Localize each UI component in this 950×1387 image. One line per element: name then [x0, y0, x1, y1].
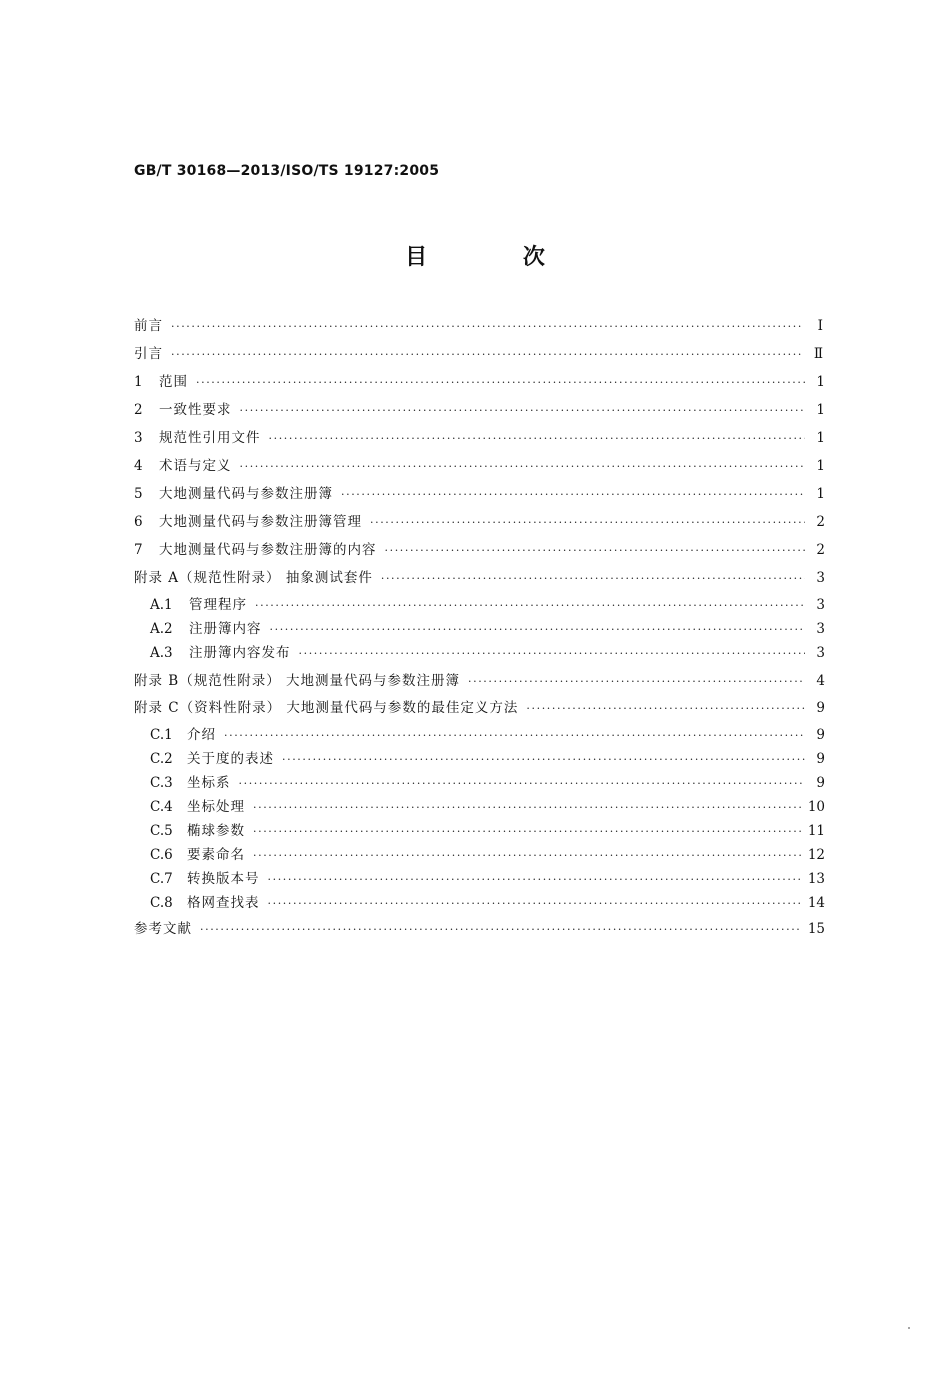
- toc-page-number: 2: [816, 514, 825, 530]
- toc-entry-text: 管理程序: [189, 597, 247, 613]
- toc-entry-text: 坐标处理: [187, 799, 245, 815]
- scan-speck: [908, 1327, 910, 1329]
- toc-dot-leader: [268, 871, 802, 889]
- toc-page-number: 4: [816, 673, 825, 689]
- toc-entry-annex-b[interactable]: [134, 672, 825, 691]
- toc-entry-number: C.2: [150, 751, 173, 767]
- toc-page-number: Ⅰ: [817, 318, 823, 334]
- toc-dot-leader: [239, 775, 806, 793]
- toc-entry-text: 要素命名: [187, 847, 245, 863]
- toc-entry-text: 术语与定义: [159, 458, 232, 474]
- toc-dot-leader: [270, 621, 806, 639]
- toc-entry-1[interactable]: [134, 373, 825, 392]
- toc-entry-text: 附录 C（资料性附录） 大地测量代码与参数的最佳定义方法: [134, 700, 519, 716]
- toc-entry-a3[interactable]: [150, 644, 825, 663]
- toc-entry-text: 范围: [159, 374, 188, 390]
- toc-page-number: 3: [816, 621, 825, 637]
- toc-page-number: 1: [816, 486, 825, 502]
- toc-entry-a1[interactable]: [150, 596, 825, 615]
- toc-dot-leader: [526, 700, 805, 718]
- toc-entry-text: 一致性要求: [159, 402, 232, 418]
- toc-dot-leader: [253, 847, 802, 865]
- toc-page-number: 10: [807, 799, 825, 815]
- toc-dot-leader: [468, 673, 805, 691]
- toc-entry-c1[interactable]: [150, 726, 825, 745]
- toc-entry-a2[interactable]: [150, 620, 825, 639]
- toc-entry-number: 2: [134, 402, 143, 418]
- toc-entry-c2[interactable]: [150, 750, 825, 769]
- toc-title: 目 次: [405, 245, 589, 270]
- toc-entry-number: 6: [134, 514, 143, 530]
- toc-dot-leader: [255, 597, 805, 615]
- toc-page-number: 14: [807, 895, 825, 911]
- toc-page-number: 3: [816, 597, 825, 613]
- toc-entry-number: C.7: [150, 871, 173, 887]
- toc-entry-text: 大地测量代码与参数注册簿: [159, 486, 333, 502]
- toc-entry-c5[interactable]: [150, 822, 825, 841]
- toc-dot-leader: [381, 570, 805, 588]
- toc-entry-bibliography[interactable]: [134, 920, 825, 939]
- toc-dot-leader: [269, 430, 806, 448]
- toc-entry-text: 引言: [134, 346, 163, 362]
- toc-entry-c8[interactable]: [150, 894, 825, 913]
- toc-entry-text: 前言: [134, 318, 163, 334]
- toc-dot-leader: [370, 514, 805, 532]
- toc-page-number: 9: [816, 775, 825, 791]
- toc-dot-leader: [196, 374, 805, 392]
- toc-entry-number: 1: [134, 374, 143, 390]
- toc-entry-c7[interactable]: [150, 870, 825, 889]
- toc-page-number: 3: [816, 570, 825, 586]
- toc-page-number: 1: [816, 374, 825, 390]
- toc-entry-7[interactable]: [134, 541, 825, 560]
- toc-entry-text: 附录 B（规范性附录） 大地测量代码与参数注册簿: [134, 673, 461, 689]
- toc-entry-text: 大地测量代码与参数注册簿管理: [159, 514, 362, 530]
- toc-page-number: 9: [816, 751, 825, 767]
- toc-entry-3[interactable]: [134, 429, 825, 448]
- toc-entry-annex-a[interactable]: [134, 569, 825, 588]
- toc-entry-text: 注册簿内容: [189, 621, 262, 637]
- toc-entry-number: C.3: [150, 775, 173, 791]
- toc-dot-leader: [224, 727, 805, 745]
- toc-entry-annex-c[interactable]: [134, 699, 825, 718]
- toc-page-number: 1: [816, 402, 825, 418]
- toc-dot-leader: [171, 318, 803, 336]
- toc-entry-number: C.6: [150, 847, 173, 863]
- toc-entry-5[interactable]: [134, 485, 825, 504]
- toc-page-number: 9: [816, 700, 825, 716]
- toc-entry-text: 椭球参数: [187, 823, 245, 839]
- toc-page-number: 13: [807, 871, 825, 887]
- toc-page-number: 1: [816, 458, 825, 474]
- toc-dot-leader: [240, 402, 806, 420]
- toc-page-number: 2: [816, 542, 825, 558]
- toc-page-number: 3: [816, 645, 825, 661]
- toc-entry-text: 坐标系: [187, 775, 231, 791]
- toc-dot-leader: [253, 823, 802, 841]
- toc-dot-leader: [200, 921, 802, 939]
- toc-dot-leader: [253, 799, 802, 817]
- toc-dot-leader: [299, 645, 806, 663]
- toc-entry-6[interactable]: [134, 513, 825, 532]
- toc-page-number: 9: [816, 727, 825, 743]
- toc-page-number: 1: [816, 430, 825, 446]
- toc-entry-introduction[interactable]: [134, 345, 823, 364]
- toc-page-number: 15: [807, 921, 825, 937]
- toc-entry-c3[interactable]: [150, 774, 825, 793]
- toc-entry-text: 大地测量代码与参数注册簿的内容: [159, 542, 377, 558]
- toc-page-number: 11: [807, 823, 825, 839]
- toc-entry-number: A.3: [150, 645, 173, 661]
- toc-entry-text: 格网查找表: [187, 895, 260, 911]
- toc-entry-number: C.4: [150, 799, 173, 815]
- toc-entry-number: A.2: [150, 621, 173, 637]
- toc-dot-leader: [240, 458, 806, 476]
- toc-entry-number: C.5: [150, 823, 173, 839]
- toc-entry-number: C.1: [150, 727, 173, 743]
- toc-dot-leader: [341, 486, 805, 504]
- toc-entry-4[interactable]: [134, 457, 825, 476]
- toc-entry-preface[interactable]: [134, 317, 823, 336]
- toc-entry-text: 规范性引用文件: [159, 430, 261, 446]
- toc-entry-2[interactable]: [134, 401, 825, 420]
- toc-entry-number: 7: [134, 542, 143, 558]
- toc-entry-number: 4: [134, 458, 143, 474]
- toc-page-number: Ⅱ: [813, 346, 823, 362]
- toc-entry-text: 参考文献: [134, 921, 192, 937]
- toc-dot-leader: [268, 895, 802, 913]
- toc-dot-leader: [282, 751, 805, 769]
- toc-entry-text: 注册簿内容发布: [189, 645, 291, 661]
- toc-entry-text: 介绍: [187, 727, 216, 743]
- toc-entry-number: 5: [134, 486, 143, 502]
- toc-entry-number: A.1: [150, 597, 173, 613]
- standard-number: GB/T 30168—2013/ISO/TS 19127:2005: [134, 163, 440, 179]
- toc-entry-text: 关于度的表述: [187, 751, 274, 767]
- toc-entry-number: 3: [134, 430, 143, 446]
- toc-entry-text: 附录 A（规范性附录） 抽象测试套件: [134, 570, 373, 586]
- toc-entry-number: C.8: [150, 895, 173, 911]
- toc-entry-text: 转换版本号: [187, 871, 260, 887]
- toc-dot-leader: [171, 346, 803, 364]
- toc-page-number: 12: [807, 847, 825, 863]
- toc-entry-c4[interactable]: [150, 798, 825, 817]
- toc-dot-leader: [385, 542, 806, 560]
- toc-entry-c6[interactable]: [150, 846, 825, 865]
